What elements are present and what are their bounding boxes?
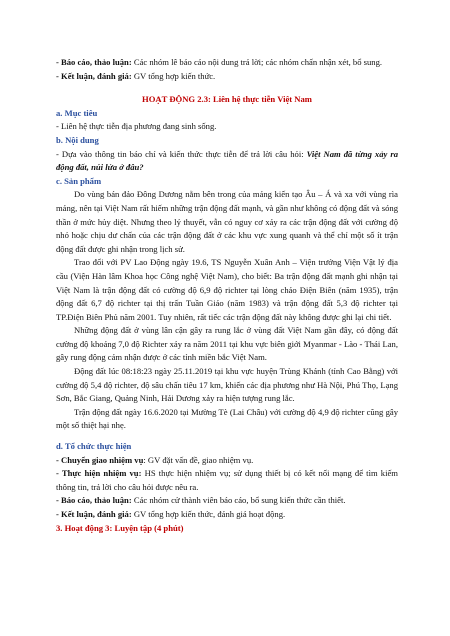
- section-b-heading: b. Nội dung: [56, 134, 99, 145]
- section-b-text: [56, 148, 398, 175]
- text-report: Các nhóm lê báo cáo nội dung trả lời; các nhóm chấn nhận xét, bổ sung.: [131, 57, 383, 67]
- paragraph-3: Những động đất ở vùng lân cận gây ra rung lắc ở vùng đất Việt Nam gần đây, có động đất cường độ khoảng 7,0 độ Richter xảy ra năm 2011 tại khu vực biên giới Myanmar - Lào - Thái Lan, gây rung động cảm nhận được ở các tỉnh miền bắc Việt Nam.: [56, 325, 398, 363]
- report-line: [56, 494, 398, 508]
- text-task-perform: HS thực hiện nhiệm vụ; sử dụng thiết bị có kết nối mạng để tìm kiếm thông tin, trả lời cho câu hỏi được nêu ra.: [56, 468, 398, 492]
- activity-3-heading: 3. Hoạt động 3: Luyện tập (4 phút): [56, 522, 184, 533]
- paragraph-4: Động đất lúc 08:18:23 ngày 25.11.2019 tại khu vực huyện Trùng Khánh (tỉnh Cao Bằng) với cường độ 5,4 độ richter, độ sâu chấn tiêu 17 km, khiến các địa phương như Hà Nội, Phú Thọ, Lạng Sơn, Bắc Giang, Quảng Ninh, Hải Dương xảy ra hiện tượng rung lắc.: [56, 366, 398, 404]
- paragraph-1: Do vùng bán đảo Đông Dương nằm bên trong của mảng kiến tạo Âu – Á và xa với vùng rìa mảng, nên tại Việt Nam rất hiếm những trận động đất mạnh, và gần như không có động đất và sóng thần ở mức hủy diệt. Nhưng theo lý thuyết, vẫn có nguy cơ xảy ra các trận động đất với cường độ nhỏ hoặc chịu dư chấn của các trận động đất ở các khu vực xung quanh và thể chỉ một số ít trận động đất được ghi nhận trong lịch sử.: [56, 189, 398, 254]
- section-a-text: - Liên hệ thực tiễn địa phương đang sinh sống.: [56, 121, 217, 132]
- conclusion-line: [56, 70, 398, 84]
- label-report: - Báo cáo, thảo luận:: [56, 57, 132, 67]
- task-assign-line: [56, 454, 398, 468]
- text-conclusion: GV tổng hợp kiến thức.: [131, 70, 216, 81]
- label-task-perform: - Thực hiện nhiệm vụ:: [56, 468, 142, 479]
- text-conclusion-2: GV tổng hợp kiến thức, đánh giá hoạt động.: [131, 509, 286, 519]
- conclusion-line-2: [56, 508, 398, 522]
- label-report-2: - Báo cáo, thảo luận:: [56, 495, 132, 506]
- label-task-assign: - Chuyển giao nhiệm vụ: [56, 454, 144, 465]
- task-perform-line: [56, 467, 398, 494]
- document-page: [56, 56, 398, 535]
- paragraph-2: Trao đổi với PV Lao Động ngày 19.6, TS Nguyễn Xuân Anh – Viện trưởng Viện Vật lý địa cầu (Viện Hàn lâm Khoa học Công nghệ Việt Nam), cho biết: Ba trận động đất mạnh ghi nhận tại Việt Nam là trận động đất có cường độ 6,9 độ richter tại lòng chảo Điện Biên (năm 1935), trận động đất 6,7 độ richter tại thị trấn Tuần Giáo (năm 1983) và trận động đất 5,3 độ richter tại TP.Điện Biên Phủ năm 2001. Tuy nhiên, rất tiếc các trận động đất này không được ghi lại chi tiết.: [56, 257, 398, 322]
- paragraph-5: Trận động đất ngày 16.6.2020 tại Mường Tè (Lai Châu) với cường độ 4,9 độ richter cũng gây một số thiệt hại nhẹ.: [56, 406, 398, 431]
- section-d-heading: d. Tổ chức thực hiện: [56, 441, 132, 452]
- section-a-heading: a. Mục tiêu: [56, 107, 98, 118]
- label-conclusion: - Kết luận, đánh giá:: [56, 70, 132, 81]
- report-discussion-line: [56, 56, 398, 70]
- section-c-heading: c. Sản phẩm: [56, 175, 102, 186]
- label-conclusion-2: - Kết luận, đánh giá:: [56, 509, 132, 519]
- text-report-2: Các nhóm cử thành viên báo cáo, bổ sung kiến thức cần thiết.: [131, 495, 346, 506]
- section-b-question: Việt Nam đã từng xảy ra động đất, núi lửa ở đâu?: [56, 148, 398, 173]
- activity-title: HOẠT ĐỘNG 2.3: Liên hệ thực tiễn Việt Nam: [142, 94, 312, 105]
- section-b-instruction: - Dựa vào thông tin báo chí và kiến thức thực tiễn để trả lời câu hỏi:: [56, 148, 307, 159]
- text-task-assign: : GV đặt vấn đề, giao nhiệm vụ.: [143, 454, 254, 465]
